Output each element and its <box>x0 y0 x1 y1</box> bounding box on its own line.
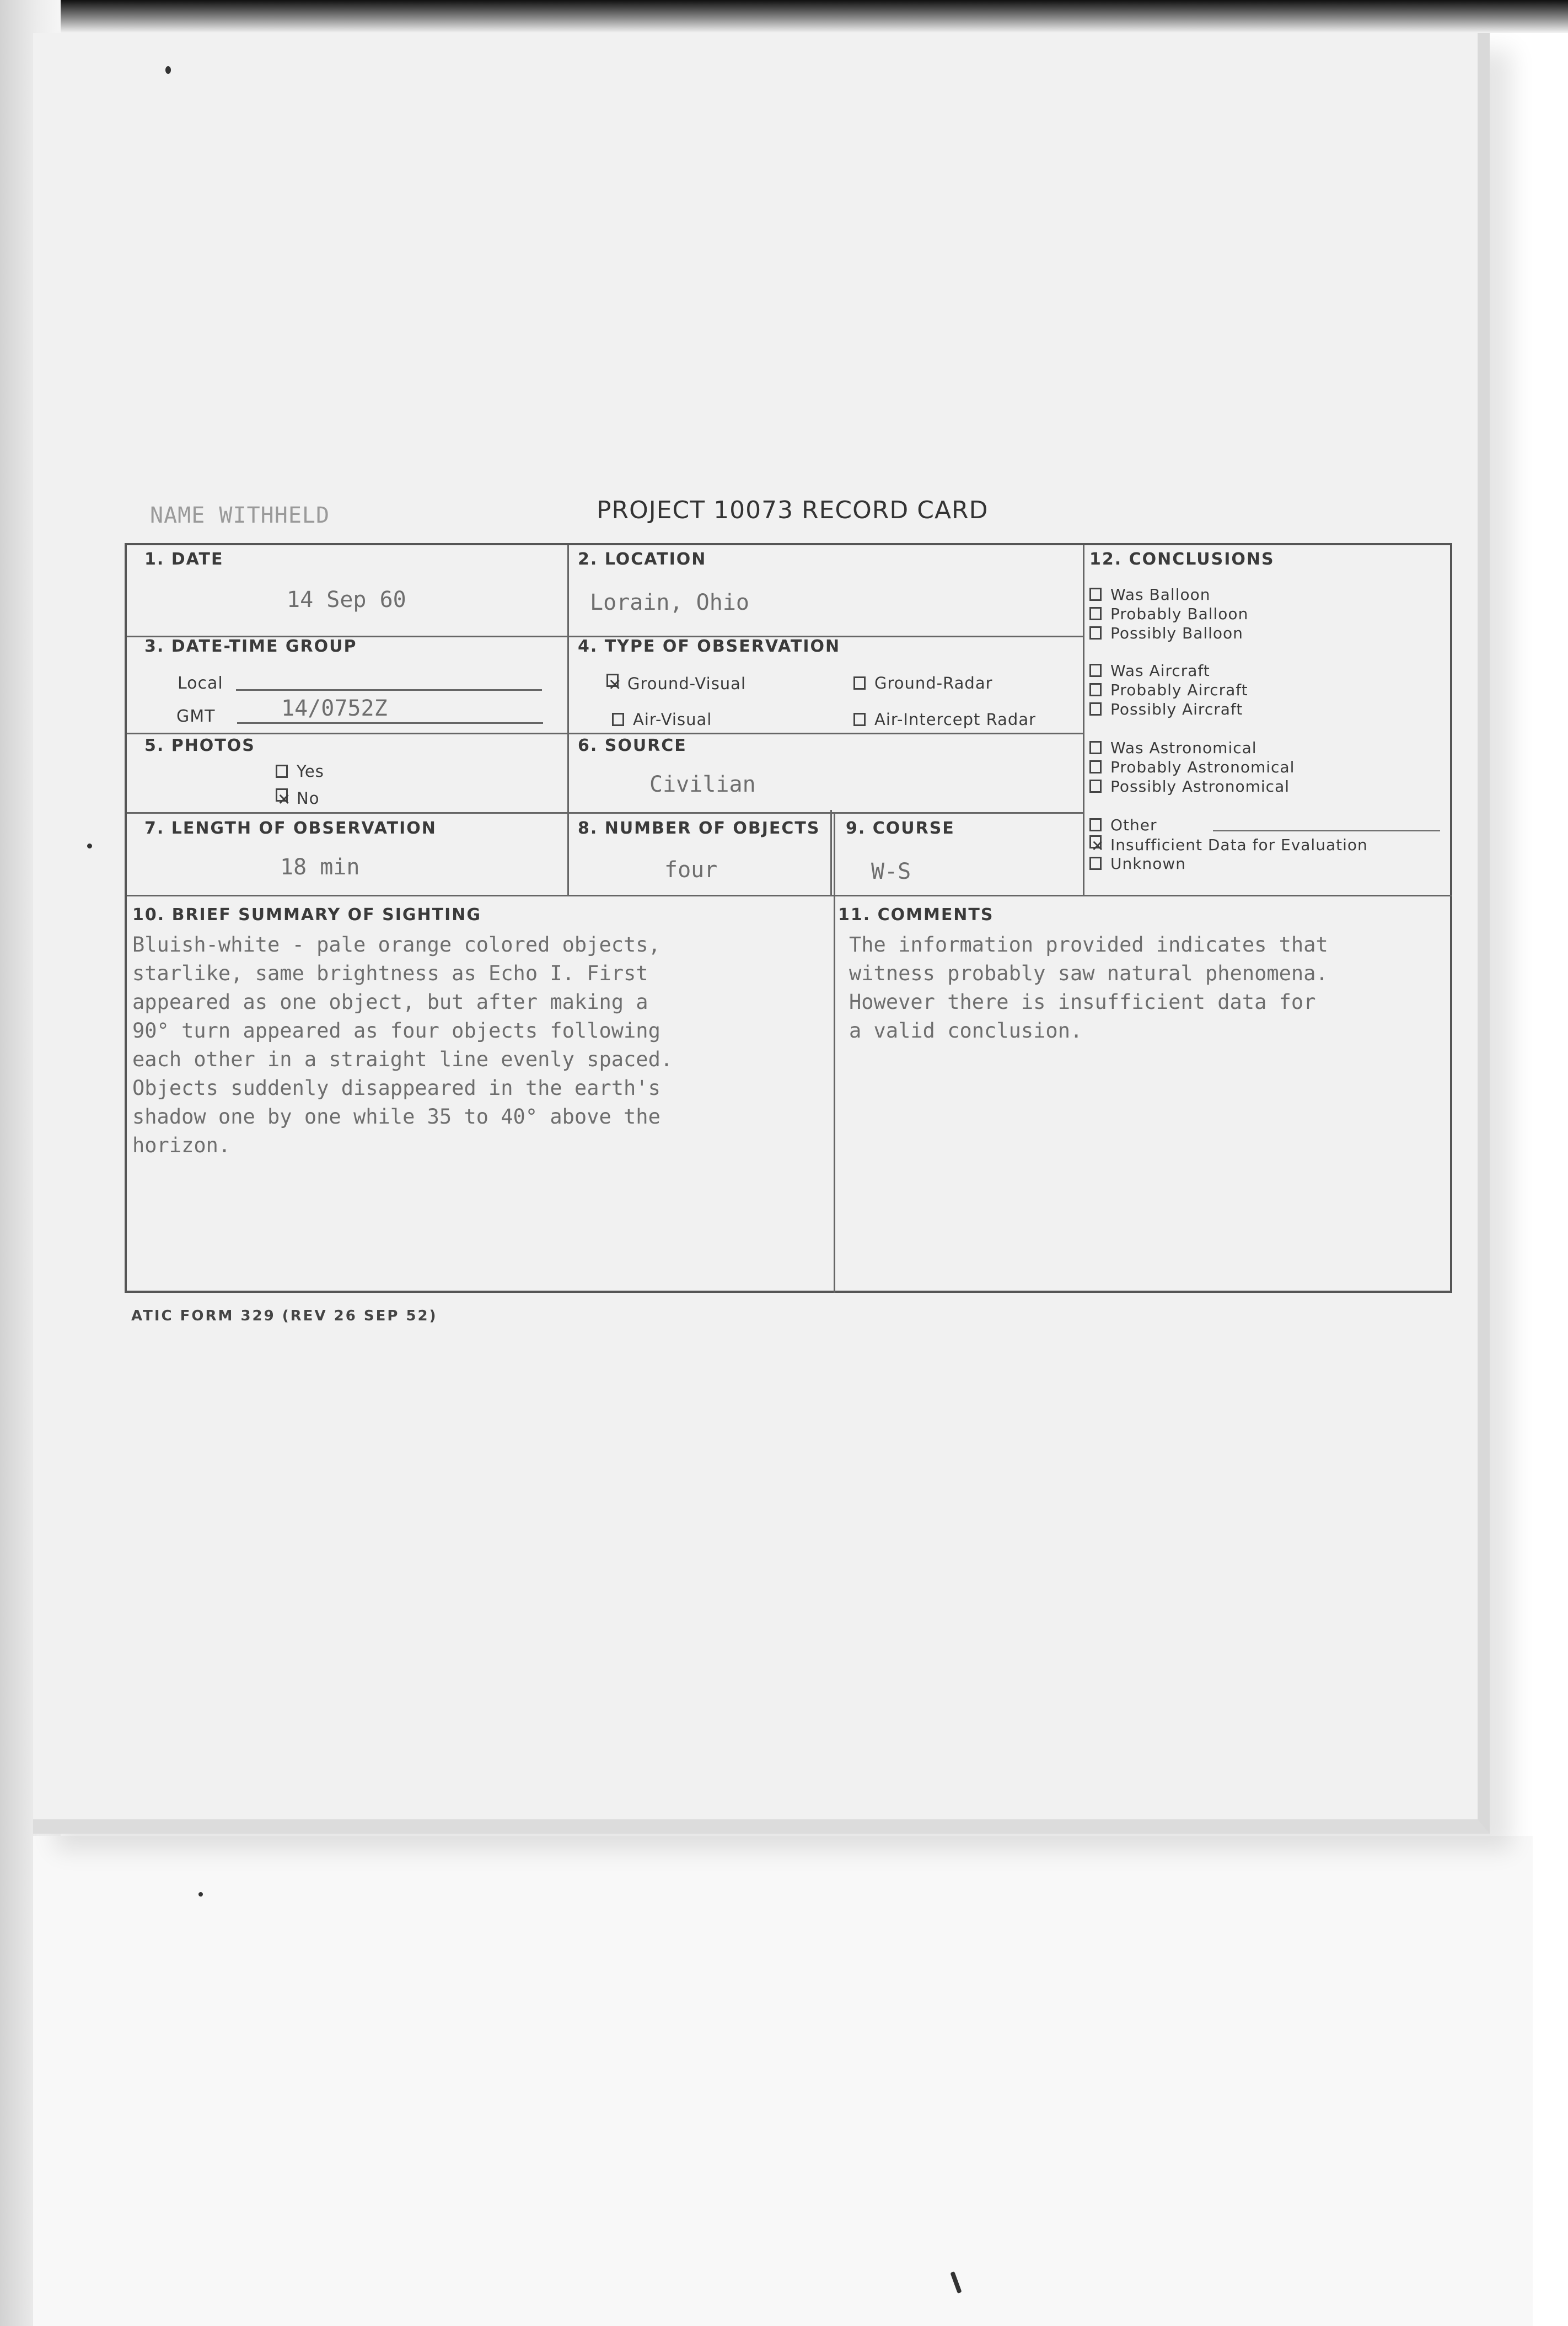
summary-line: appeared as one object, but after making a <box>132 990 648 1014</box>
date-label: 1. DATE <box>144 550 224 569</box>
conclusion-was-astronomical[interactable]: Was Astronomical <box>1089 739 1257 757</box>
grid-vline <box>830 810 832 895</box>
option-ground-radar[interactable]: Ground-Radar <box>853 674 993 692</box>
photos-label: 5. PHOTOS <box>144 736 255 755</box>
option-air-intercept-radar[interactable]: Air-Intercept Radar <box>853 710 1036 729</box>
course-label: 9. COURSE <box>846 819 955 838</box>
conclusion-possibly-aircraft[interactable]: Possibly Aircraft <box>1089 700 1243 718</box>
checkbox-icon <box>1089 857 1102 870</box>
comments-line: witness probably saw natural phenomena. <box>849 961 1328 985</box>
grid-hline <box>127 812 1084 814</box>
checkbox-checked-icon: ✕ <box>606 674 619 687</box>
conclusion-possibly-balloon[interactable]: Possibly Balloon <box>1089 624 1243 642</box>
grid-vline <box>567 545 569 895</box>
scan-speck <box>165 66 171 74</box>
checkbox-icon <box>1089 664 1102 677</box>
comments-line: However there is insufficient data for <box>849 990 1316 1014</box>
checkbox-icon <box>1089 818 1102 831</box>
summary-line: each other in a straight line evenly spaced. <box>132 1047 673 1071</box>
gmt-underline <box>237 722 543 724</box>
grid-vline <box>834 812 835 1293</box>
checkbox-icon <box>1089 741 1102 754</box>
checkbox-icon <box>853 713 866 726</box>
date-time-group-label: 3. DATE-TIME GROUP <box>144 637 357 656</box>
checkbox-icon <box>1089 760 1102 773</box>
summary-line: Bluish-white - pale orange colored objects, <box>132 933 661 957</box>
name-withheld-text: NAME WITHHELD <box>150 503 330 528</box>
location-label: 2. LOCATION <box>578 550 707 569</box>
checkbox-checked-icon: ✕ <box>276 788 288 802</box>
card-title: PROJECT 10073 RECORD CARD <box>597 496 989 524</box>
conclusion-insufficient-data[interactable]: ✕ Insufficient Data for Evaluation <box>1089 835 1368 854</box>
checkbox-icon <box>612 713 624 726</box>
lower-paper <box>33 1836 1533 2326</box>
checkbox-icon <box>1089 780 1102 793</box>
course-value: W-S <box>871 859 911 884</box>
summary-line: starlike, same brightness as Echo I. First <box>132 961 648 985</box>
number-of-objects-value: four <box>664 857 718 883</box>
comments-line: The information provided indicates that <box>849 933 1328 957</box>
option-ground-visual[interactable]: ✕ Ground-Visual <box>606 674 746 693</box>
type-of-observation-label: 4. TYPE OF OBSERVATION <box>578 637 841 656</box>
length-of-observation-value: 18 min <box>280 855 360 880</box>
conclusion-probably-aircraft[interactable]: Probably Aircraft <box>1089 681 1248 699</box>
summary-line: Objects suddenly disappeared in the earth's <box>132 1076 661 1100</box>
checkbox-icon <box>853 676 866 690</box>
form-id: ATIC FORM 329 (REV 26 SEP 52) <box>131 1308 438 1324</box>
comments-label: 11. COMMENTS <box>838 905 994 925</box>
option-photos-no[interactable]: ✕ No <box>276 788 319 808</box>
local-underline <box>236 689 542 691</box>
grid-hline <box>127 895 1452 896</box>
local-label: Local <box>178 674 223 693</box>
date-value: 14 Sep 60 <box>287 587 406 613</box>
summary-line: horizon. <box>132 1134 231 1157</box>
option-air-visual[interactable]: Air-Visual <box>612 710 712 729</box>
gmt-value: 14/0752Z <box>281 696 388 721</box>
scan-speck <box>198 1892 203 1897</box>
summary-label: 10. BRIEF SUMMARY OF SIGHTING <box>132 905 481 925</box>
summary-line: 90° turn appeared as four objects following <box>132 1019 661 1043</box>
gmt-label: GMT <box>176 707 216 726</box>
grid-vline <box>1083 545 1084 895</box>
conclusion-other[interactable]: Other <box>1089 816 1157 834</box>
scan-edge-top <box>0 0 1568 33</box>
comments-text <box>849 931 1328 1045</box>
checkbox-icon <box>1089 588 1102 601</box>
conclusion-was-balloon[interactable]: Was Balloon <box>1089 585 1210 604</box>
scan-speck <box>87 844 92 848</box>
checkbox-icon <box>1089 683 1102 696</box>
checkbox-icon <box>276 765 288 778</box>
conclusion-probably-balloon[interactable]: Probably Balloon <box>1089 605 1248 623</box>
comments-line: a valid conclusion. <box>849 1019 1083 1043</box>
option-photos-yes[interactable]: Yes <box>276 762 324 781</box>
source-label: 6. SOURCE <box>578 736 687 755</box>
location-value: Lorain, Ohio <box>590 590 749 615</box>
summary-text <box>132 931 673 1160</box>
conclusion-probably-astronomical[interactable]: Probably Astronomical <box>1089 758 1295 776</box>
checkbox-checked-icon: ✕ <box>1089 835 1102 848</box>
conclusions-label: 12. CONCLUSIONS <box>1089 550 1275 569</box>
source-value: Civilian <box>649 772 756 797</box>
conclusion-possibly-astronomical[interactable]: Possibly Astronomical <box>1089 777 1290 796</box>
number-of-objects-label: 8. NUMBER OF OBJECTS <box>578 819 820 838</box>
other-underline <box>1213 830 1440 831</box>
summary-line: shadow one by one while 35 to 40° above the <box>132 1105 661 1129</box>
grid-hline <box>127 733 1084 734</box>
checkbox-icon <box>1089 702 1102 716</box>
checkbox-icon <box>1089 626 1102 640</box>
length-of-observation-label: 7. LENGTH OF OBSERVATION <box>144 819 437 838</box>
checkbox-icon <box>1089 607 1102 620</box>
conclusion-unknown[interactable]: Unknown <box>1089 855 1186 873</box>
conclusion-was-aircraft[interactable]: Was Aircraft <box>1089 662 1210 680</box>
